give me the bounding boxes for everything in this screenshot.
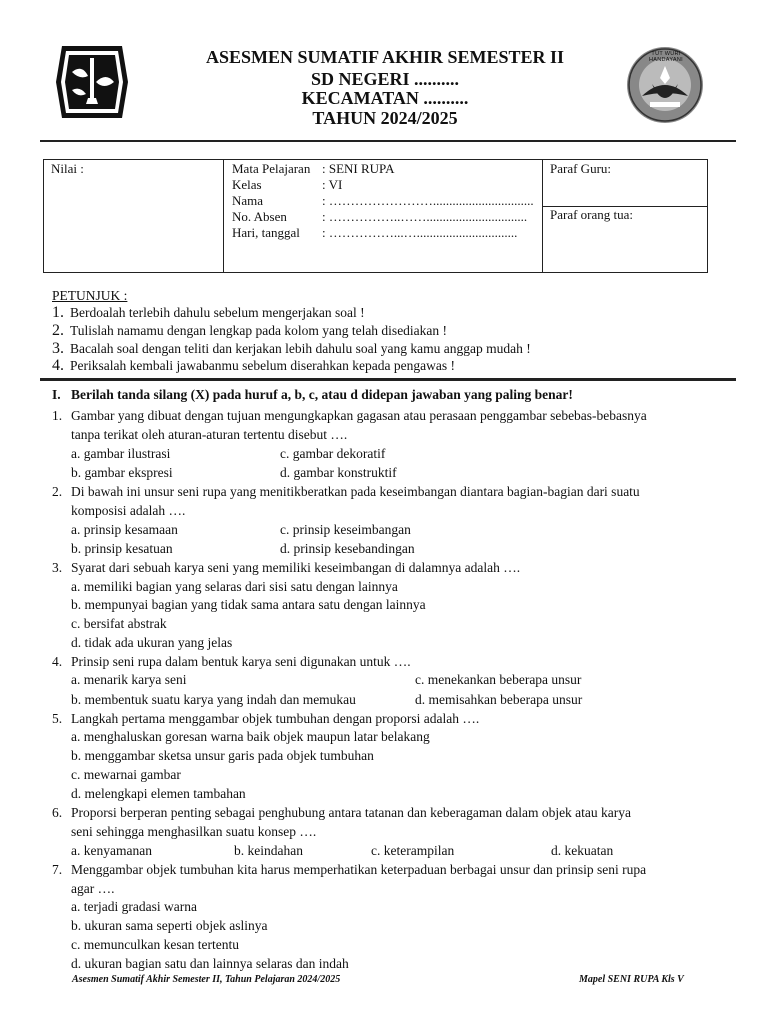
question-number: 5. xyxy=(52,711,63,726)
question-text: Syarat dari sebuah karya seni yang memiliki keseimbangan di dalamnya adalah …. xyxy=(71,560,521,575)
class-label: Kelas xyxy=(232,177,262,192)
absen-row[interactable] xyxy=(232,209,527,225)
answer-option[interactable]: d. memisahkan beberapa unsur xyxy=(415,692,583,707)
subject-row xyxy=(232,161,394,177)
question-text: Menggambar objek tumbuhan kita harus memperhatikan keterpaduan berbagai unsur dan prinsip seni rupa xyxy=(71,862,647,877)
name-row[interactable] xyxy=(232,193,534,209)
answer-option[interactable]: a. gambar ilustrasi xyxy=(71,446,171,461)
answer-option[interactable]: c. mewarnai gambar xyxy=(71,767,181,782)
answer-option[interactable]: c. gambar dekoratif xyxy=(280,446,386,461)
footer-exam-info: Asesmen Sumatif Akhir Semester II, Tahun Pelajaran 2024/2025 xyxy=(72,974,341,985)
question-text: Di bawah ini unsur seni rupa yang menitikberatkan pada keseimbangan diantara bagian-bagian dari suatu xyxy=(71,484,640,499)
question-number: 2. xyxy=(52,484,63,499)
section-divider xyxy=(40,378,736,381)
student-info-box xyxy=(43,159,708,273)
question-number: 7. xyxy=(52,862,63,877)
footer-subject-info: Mapel SENI RUPA Kls V xyxy=(579,974,684,985)
instruction-item: 1. Berdoalah terlebih dahulu sebelum mengerjakan soal ! xyxy=(52,304,365,321)
answer-option[interactable]: a. memiliki bagian yang selaras dari sisi satu dengan lainnya xyxy=(71,579,398,594)
district-name: KECAMATAN .......... xyxy=(301,88,469,108)
exam-title: ASESMEN SUMATIF AKHIR SEMESTER II xyxy=(205,47,565,67)
answer-option[interactable]: c. memunculkan kesan tertentu xyxy=(71,937,239,952)
answer-option[interactable]: b. ukuran sama seperti objek aslinya xyxy=(71,918,268,933)
answer-option[interactable]: d. melengkapi elemen tambahan xyxy=(71,786,246,801)
date-row[interactable] xyxy=(232,225,517,241)
answer-option[interactable]: a. prinsip kesamaan xyxy=(71,522,178,537)
answer-option[interactable]: c. menekankan beberapa unsur xyxy=(415,672,582,687)
question-text: agar …. xyxy=(71,881,115,896)
question-text: tanpa terikat oleh aturan-aturan tertentu disebut …. xyxy=(71,427,348,442)
absen-field[interactable]: : ……………..……............................... xyxy=(322,209,528,224)
instruction-item: 3. Bacalah soal dengan teliti dan kerjakan lebih dahulu soal yang kamu anggap mudah ! xyxy=(52,340,531,357)
answer-option[interactable]: d. kekuatan xyxy=(551,843,614,858)
answer-option[interactable]: d. tidak ada ukuran yang jelas xyxy=(71,635,233,650)
name-label: Nama xyxy=(232,193,264,208)
question-number: 4. xyxy=(52,654,63,669)
answer-option[interactable]: a. menarik karya seni xyxy=(71,672,187,687)
date-label: Hari, tanggal xyxy=(232,225,300,240)
subject-label: Mata Pelajaran xyxy=(232,161,311,176)
instructions-title: PETUNJUK : xyxy=(52,288,128,303)
answer-option[interactable]: b. menggambar sketsa unsur garis pada objek tumbuhan xyxy=(71,748,374,763)
tut-wuri-handayani-logo xyxy=(622,44,708,126)
score-field[interactable]: Nilai : xyxy=(51,161,84,176)
answer-option[interactable]: c. keterampilan xyxy=(371,843,455,858)
answer-option[interactable]: d. gambar konstruktif xyxy=(280,465,397,480)
question-text: Proporsi berperan penting sebagai penghubung antara tatanan dan keberagaman dalam objek atau karya xyxy=(71,805,632,820)
answer-option[interactable]: b. gambar ekspresi xyxy=(71,465,173,480)
answer-option[interactable]: b. keindahan xyxy=(234,843,303,858)
instruction-item: 4. Periksalah kembali jawabanmu sebelum diserahkan kepada pengawas ! xyxy=(52,357,455,374)
section-number: I. xyxy=(52,387,61,402)
school-name: SD NEGERI .......... xyxy=(310,69,460,89)
answer-option[interactable]: a. terjadi gradasi warna xyxy=(71,899,197,914)
absen-label: No. Absen xyxy=(232,209,287,224)
answer-option[interactable]: c. prinsip keseimbangan xyxy=(280,522,411,537)
question-text: seni sehingga menghasilkan suatu konsep …. xyxy=(71,824,317,839)
question-text: Langkah pertama menggambar objek tumbuhan dengan proporsi adalah …. xyxy=(71,711,480,726)
infobox-divider-left xyxy=(223,160,224,272)
instruction-item: 2. Tulislah namamu dengan lengkap pada kolom yang telah disediakan ! xyxy=(52,322,448,339)
question-number: 3. xyxy=(52,560,63,575)
question-text: Gambar yang dibuat dengan tujuan mengungkapkan gagasan atau perasaan penggambar sebebas-bebasnya xyxy=(71,408,647,423)
parent-signature-field[interactable]: Paraf orang tua: xyxy=(550,207,634,222)
city-crest-logo xyxy=(52,42,132,122)
teacher-signature-field[interactable]: Paraf Guru: xyxy=(550,161,612,176)
question-number: 1. xyxy=(52,408,63,423)
answer-option[interactable]: b. membentuk suatu karya yang indah dan memukau xyxy=(71,692,356,707)
header-divider xyxy=(40,140,736,142)
question-number: 6. xyxy=(52,805,63,820)
question-text: Prinsip seni rupa dalam bentuk karya seni digunakan untuk …. xyxy=(71,654,411,669)
name-field[interactable]: : ……………………............................... xyxy=(322,193,534,208)
answer-option[interactable]: d. prinsip kesebandingan xyxy=(280,541,415,556)
class-row xyxy=(232,177,342,193)
answer-option[interactable]: c. bersifat abstrak xyxy=(71,616,167,631)
answer-option[interactable]: a. menghaluskan goresan warna baik objek maupun latar belakang xyxy=(71,729,430,744)
logo-motto-text: TUT WURI HANDAYANI xyxy=(649,51,683,63)
question-text: komposisi adalah …. xyxy=(71,503,186,518)
subject-value: : SENI RUPA xyxy=(322,161,395,176)
answer-option[interactable]: b. mempunyai bagian yang tidak sama antara satu dengan lainnya xyxy=(71,597,426,612)
answer-option[interactable]: d. ukuran bagian satu dan lainnya selaras dan indah xyxy=(71,956,349,971)
class-value: : VI xyxy=(322,177,343,192)
infobox-divider-right xyxy=(542,160,543,272)
answer-option[interactable]: b. prinsip kesatuan xyxy=(71,541,173,556)
school-year: TAHUN 2024/2025 xyxy=(312,108,458,128)
section-instruction: Berilah tanda silang (X) pada huruf a, b, c, atau d didepan jawaban yang paling benar! xyxy=(71,387,573,402)
date-field[interactable]: : ……………...…............................... xyxy=(322,225,518,240)
answer-option[interactable]: a. kenyamanan xyxy=(71,843,152,858)
